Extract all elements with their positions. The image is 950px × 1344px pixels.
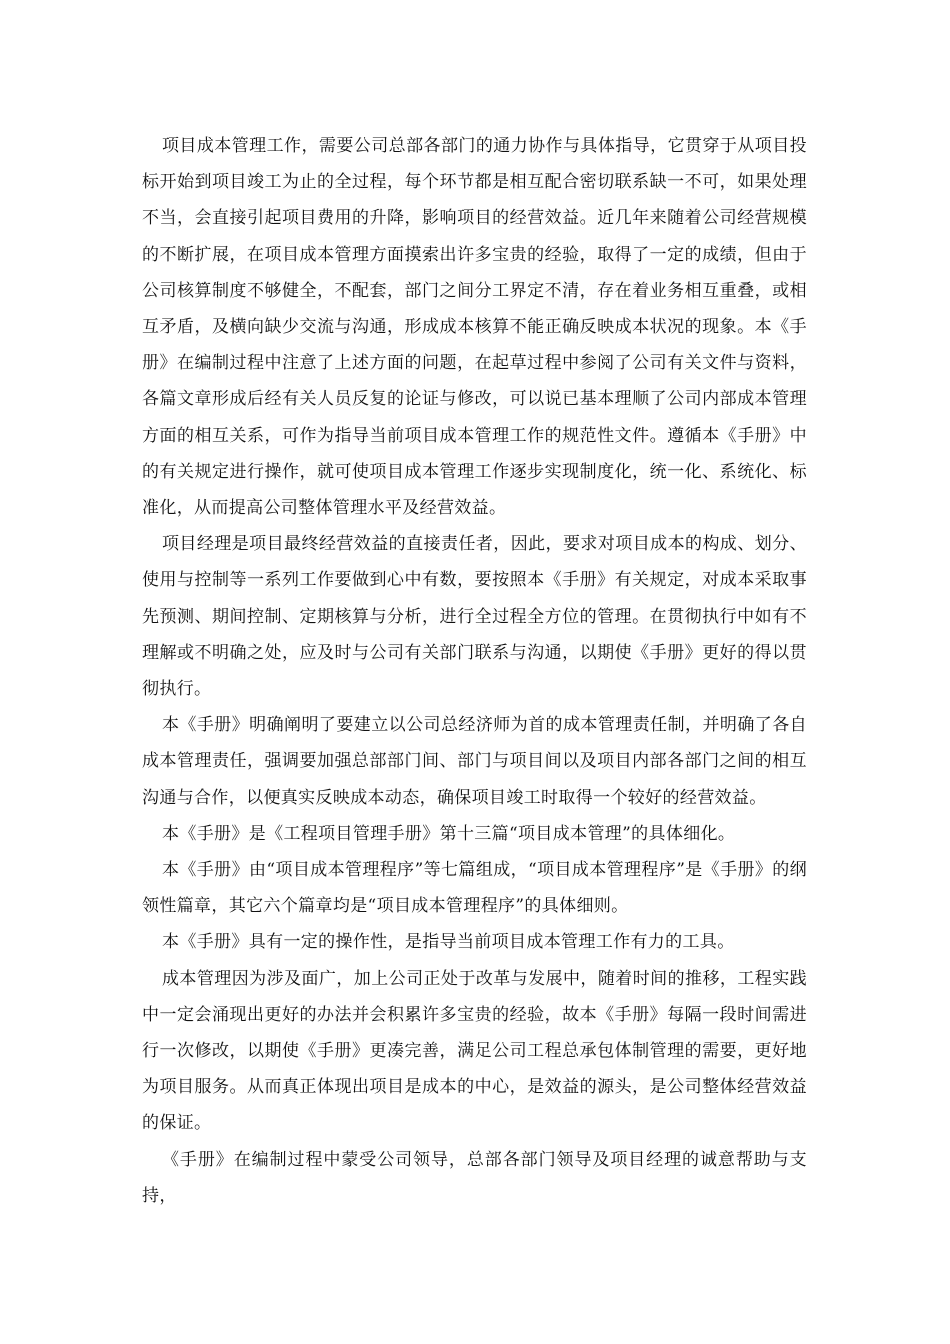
- paragraph-3: 本《手册》明确阐明了要建立以公司总经济师为首的成本管理责任制，并明确了各自成本管理责任，强调要加强总部部门间、部门与项目间以及项目内部各部门之间的相互沟通与合作，以便真实反映成本动态，确保项目竣工时取得一个较好的经营效益。: [142, 715, 807, 808]
- paragraph-1: 项目成本管理工作，需要公司总部各部门的通力协作与具体指导，它贯穿于从项目投标开始到项目竣工为止的全过程，每个环节都是相互配合密切联系缺一不可，如果处理不当，会直接引起项目费用的升降，影响项目的经营效益。近几年来随着公司经营规模的不断扩展，在项目成本管理方面摸索出许多宝贵的经验，取得了一定的成绩，但由于公司核算制度不够健全，不配套，部门之间分工界定不清，存在着业务相互重叠，或相互矛盾，及横向缺少交流与沟通，形成成本核算不能正确反映成本状况的现象。本《手册》在编制过程中注意了上述方面的问题，在起草过程中参阅了公司有关文件与资料，各篇文章形成后经有关人员反复的论证与修改，可以说已基本理顺了公司内部成本管理方面的相互关系，可作为指导当前项目成本管理工作的规范性文件。遵循本《手册》中的有关规定进行操作，就可使项目成本管理工作逐步实现制度化，统一化、系统化、标准化，从而提高公司整体管理水平及经营效益。: [142, 136, 807, 519]
- paragraph-4: 本《手册》是《工程项目管理手册》第十三篇“项目成本管理”的具体细化。: [162, 823, 736, 844]
- paragraph-8: 《手册》在编制过程中蒙受公司领导，总部各部门领导及项目经理的诚意帮助与支持，: [142, 1149, 807, 1206]
- paragraph-5: 本《手册》由“项目成本管理程序”等七篇组成，“项目成本管理程序”是《手册》的纲领性篇章，其它六个篇章均是“项目成本管理程序”的具体细则。: [142, 860, 807, 917]
- paragraph-7: 成本管理因为涉及面广，加上公司正处于改革与发展中，随着时间的推移，工程实践中一定会涌现出更好的办法并会积累许多宝贵的经验，故本《手册》每隔一段时间需进行一次修改，以期使《手册》更凑完善，满足公司工程总承包体制管理的需要，更好地为项目服务。从而真正体现出项目是成本的中心，是效益的源头，是公司整体经营效益的保证。: [142, 968, 807, 1134]
- paragraph-2: 项目经理是项目最终经营效益的直接责任者，因此，要求对项目成本的构成、划分、使用与控制等一系列工作要做到心中有数，要按照本《手册》有关规定，对成本采取事先预测、期间控制、定期核算与分析，进行全过程全方位的管理。在贯彻执行中如有不理解或不明确之处，应及时与公司有关部门联系与沟通，以期使《手册》更好的得以贯彻执行。: [142, 534, 807, 700]
- paragraph-6: 本《手册》具有一定的操作性，是指导当前项目成本管理工作有力的工具。: [162, 932, 735, 953]
- document-body: [142, 128, 807, 1214]
